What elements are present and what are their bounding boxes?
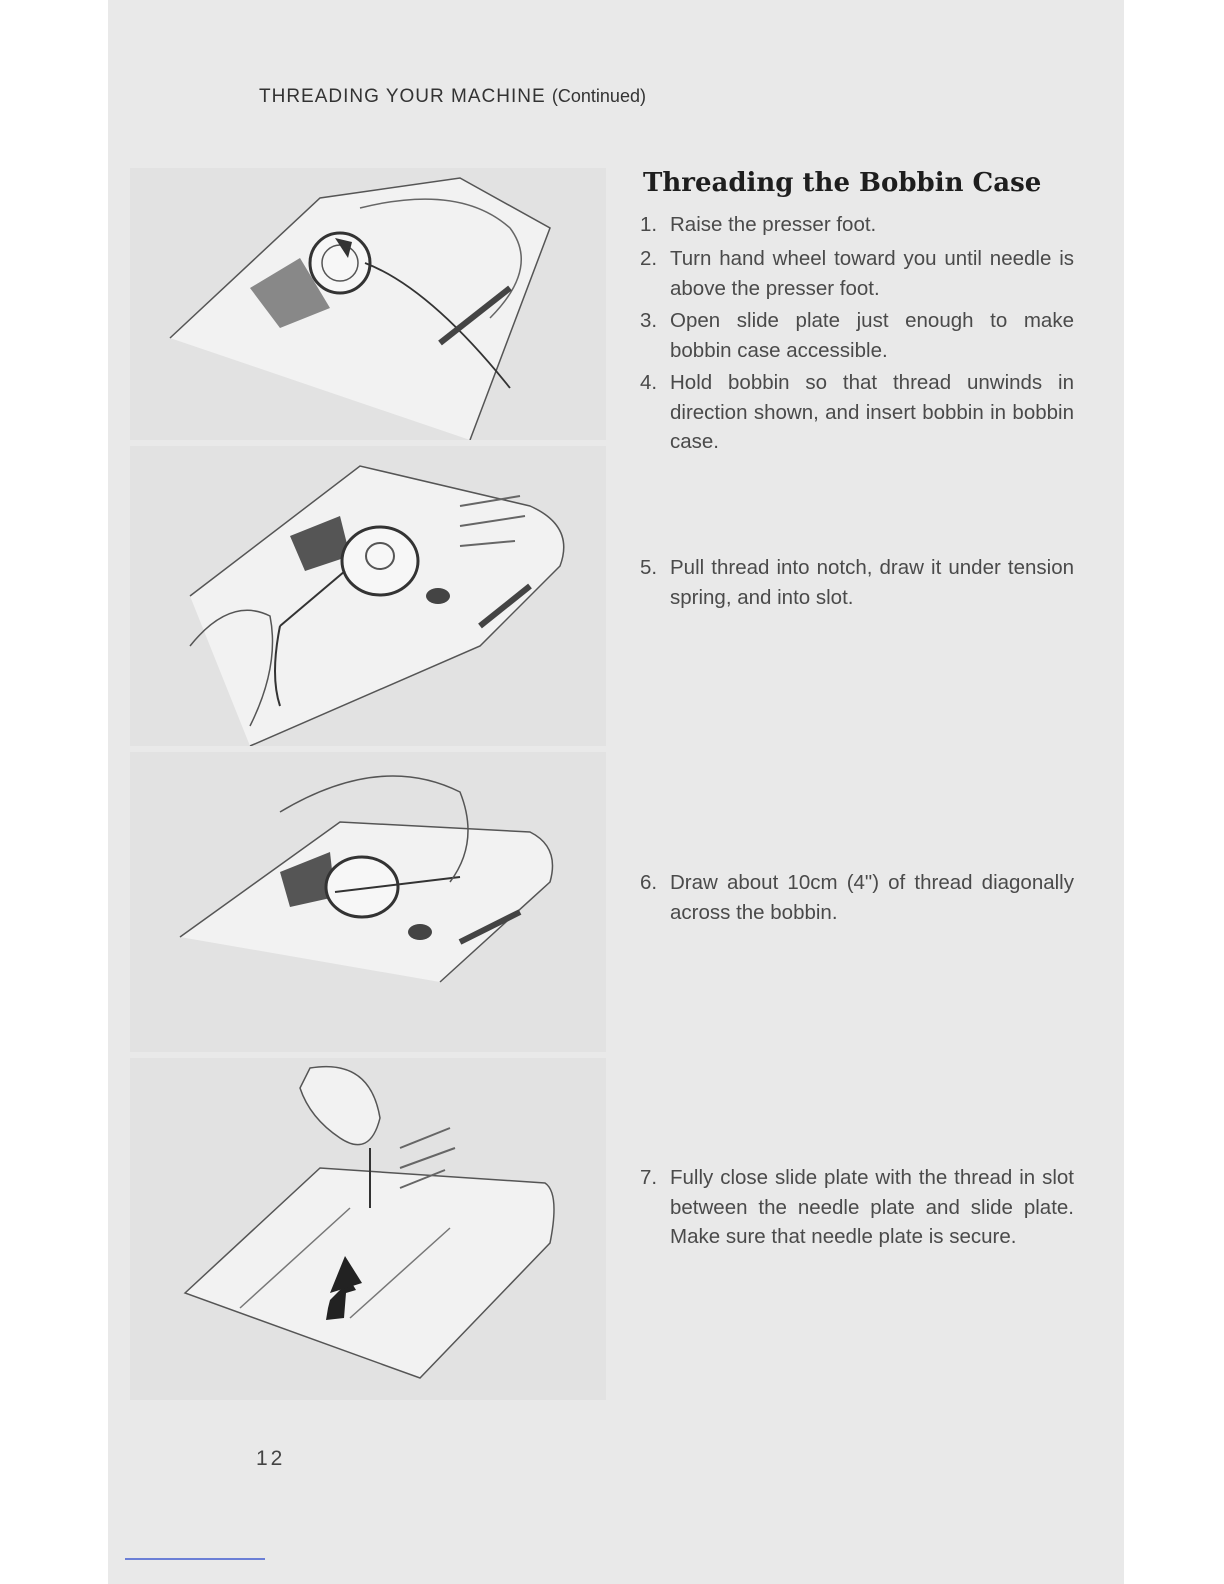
- step-text: Raise the presser foot.: [670, 213, 877, 236]
- step-2: [640, 244, 1074, 303]
- step-text: Turn hand wheel toward you until needle is above the presser foot.: [670, 247, 1074, 300]
- step-4: [640, 368, 1074, 457]
- step-number: 5.: [640, 556, 658, 579]
- step-3: [640, 306, 1074, 365]
- figure-close-slide-plate: [130, 1058, 606, 1400]
- section-title: THREADING YOUR MACHINE: [259, 86, 546, 107]
- step-6: [640, 868, 1074, 927]
- figure-draw-thread: [130, 752, 606, 1052]
- page-number: 12: [256, 1447, 286, 1470]
- link-underline: [125, 1558, 265, 1560]
- section-continued: (Continued): [551, 86, 646, 106]
- step-number: 6.: [640, 871, 658, 894]
- figure-pull-thread: [130, 446, 606, 746]
- figure-insert-bobbin: [130, 168, 606, 440]
- step-number: 3.: [640, 309, 658, 332]
- step-number: 4.: [640, 371, 658, 394]
- step-text: Fully close slide plate with the thread in slot between the needle plate and slide plate. Make sure that needle plate is secure.: [670, 1166, 1074, 1248]
- illustration-close-slide-plate: [130, 1058, 606, 1400]
- illustration-insert-bobbin: [130, 168, 606, 440]
- step-text: Hold bobbin so that thread unwinds in direction shown, and insert bobbin in bobbin case.: [670, 371, 1074, 453]
- step-text: Draw about 10cm (4") of thread diagonally across the bobbin.: [670, 871, 1074, 924]
- step-1: [640, 210, 1074, 240]
- step-text: Open slide plate just enough to make bobbin case accessible.: [670, 309, 1074, 362]
- step-7: [640, 1163, 1074, 1252]
- section-header: [259, 86, 646, 108]
- step-number: 1.: [640, 213, 658, 236]
- step-5: [640, 553, 1074, 612]
- step-number: 7.: [640, 1166, 658, 1189]
- page-title: Threading the Bobbin Case: [643, 168, 1042, 198]
- illustration-pull-thread: [130, 446, 606, 746]
- illustration-draw-thread: [130, 752, 606, 1052]
- step-text: Pull thread into notch, draw it under tension spring, and into slot.: [670, 556, 1074, 609]
- step-number: 2.: [640, 247, 658, 270]
